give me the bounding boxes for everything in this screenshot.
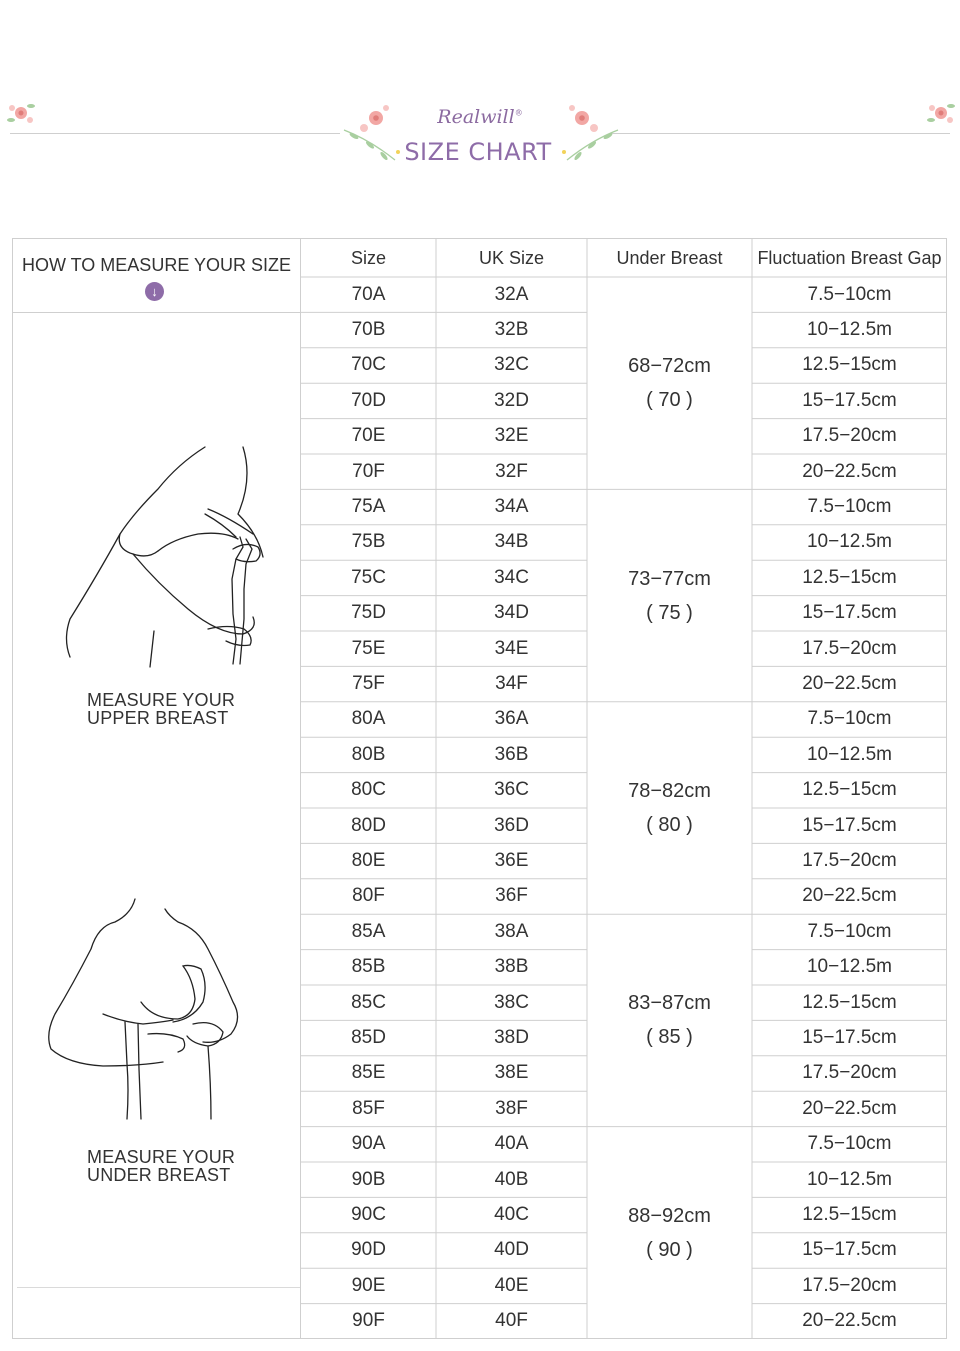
under-breast-band: ( 85 ) [646,1026,693,1049]
size-cell: 70E [351,425,386,447]
under-breast-range: 88−92cm [628,1204,711,1227]
size-cell: 90A [351,1133,386,1155]
uk-size-cell: 38F [495,1097,528,1119]
size-cell: 85A [351,920,386,942]
left-panel-divider [17,1287,300,1288]
header-divider-right [610,133,950,134]
under-breast-group-cell [587,277,752,489]
gap-cell: 20−22.5cm [802,460,897,482]
gap-cell: 20−22.5cm [802,1310,897,1332]
size-cell: 80E [351,850,386,872]
uk-size-cell: 34E [494,637,529,659]
size-table-grid [301,239,947,1339]
upper-breast-caption-line2: UPPER BREAST [87,708,229,728]
gap-cell: 10−12.5m [806,319,893,341]
size-cell: 85F [352,1097,385,1119]
size-cell: 80D [351,814,386,836]
uk-size-cell: 38A [494,920,529,942]
under-breast-range: 78−82cm [628,779,711,802]
size-cell: 80A [351,708,386,730]
column-header-fluctuation-breast-gap: Fluctuation Breast Gap [757,247,942,268]
gap-cell: 7.5−10cm [807,708,892,730]
gap-cell: 12.5−15cm [802,1204,897,1226]
size-cell: 70F [352,460,385,482]
size-cell: 75B [351,531,386,553]
header-divider-left [10,133,340,134]
size-chart-table [12,238,947,1339]
uk-size-cell: 32E [494,425,529,447]
brand-name: Realwill [437,106,515,128]
size-cell: 90E [351,1274,386,1296]
uk-size-cell: 40E [494,1274,529,1296]
uk-size-cell: 34C [494,566,529,588]
uk-size-cell: 34B [494,531,529,553]
size-cell: 75F [352,673,385,695]
gap-cell: 17.5−20cm [802,637,897,659]
how-to-measure-header [13,239,300,313]
gap-cell: 20−22.5cm [802,673,897,695]
under-breast-caption-line1: MEASURE YOUR [87,1147,236,1167]
gap-cell: 20−22.5cm [802,1097,897,1119]
uk-size-cell: 36C [494,779,529,801]
upper-breast-illustration [58,439,273,674]
upper-breast-caption-line1: MEASURE YOUR [87,690,236,710]
gap-cell: 10−12.5m [806,1168,893,1190]
brand-logo [0,106,960,128]
size-cell: 70A [351,283,386,305]
size-cell: 75D [351,602,386,624]
uk-size-cell: 32B [494,319,529,341]
uk-size-cell: 40A [494,1133,529,1155]
size-cell: 90C [351,1204,386,1226]
gap-cell: 17.5−20cm [802,1062,897,1084]
under-breast-band: ( 70 ) [646,389,693,412]
size-cell: 85D [351,1027,386,1049]
under-breast-group-cell [587,914,752,1126]
arrow-down-circle-icon: ↓ [145,282,164,301]
brand-mark: ® [514,108,523,118]
under-breast-group-cell [587,702,752,914]
uk-size-cell: 36E [494,850,529,872]
gap-cell: 15−17.5cm [802,602,897,624]
uk-size-cell: 38E [494,1062,529,1084]
size-cell: 90D [351,1239,386,1261]
under-breast-illustration [43,894,258,1124]
size-cell: 85E [351,1062,386,1084]
under-breast-band: ( 80 ) [646,813,693,836]
column-header-size: Size [350,247,386,268]
gap-cell: 12.5−15cm [802,991,897,1013]
gap-cell: 17.5−20cm [802,850,897,872]
size-cell: 70D [351,389,386,411]
uk-size-cell: 40C [494,1204,529,1226]
gap-cell: 17.5−20cm [802,425,897,447]
gap-cell: 12.5−15cm [802,566,897,588]
uk-size-cell: 32D [494,389,529,411]
gap-cell: 10−12.5m [806,743,893,765]
size-cell: 70B [351,319,386,341]
uk-size-cell: 40F [495,1310,528,1332]
uk-size-cell: 34D [494,602,529,624]
size-cell: 85C [351,991,386,1013]
gap-cell: 17.5−20cm [802,1274,897,1296]
how-to-measure-label: HOW TO MEASURE YOUR SIZE [21,255,292,275]
column-header-uk-size: UK Size [478,247,545,268]
under-breast-range: 68−72cm [628,355,711,378]
uk-size-cell: 38D [494,1027,529,1049]
column-header-under-breast: Under Breast [616,247,723,268]
size-cell: 75E [351,637,386,659]
under-breast-band: ( 90 ) [646,1238,693,1261]
uk-size-cell: 36F [495,885,528,907]
uk-size-cell: 40D [494,1239,529,1261]
page-title: SIZE CHART [404,138,552,166]
uk-size-cell: 34F [495,673,528,695]
uk-size-cell: 38B [494,956,529,978]
under-breast-range: 83−87cm [628,992,711,1015]
under-breast-group-cell [587,489,752,701]
gap-cell: 15−17.5cm [802,1239,897,1261]
gap-cell: 15−17.5cm [802,389,897,411]
under-breast-caption-line2: UNDER BREAST [87,1165,231,1185]
uk-size-cell: 36B [494,743,529,765]
uk-size-cell: 34A [494,496,529,518]
uk-size-cell: 36A [494,708,529,730]
gap-cell: 7.5−10cm [807,496,892,518]
gap-cell: 10−12.5m [806,531,893,553]
gap-cell: 15−17.5cm [802,1027,897,1049]
uk-size-cell: 36D [494,814,529,836]
size-cell: 90B [351,1168,386,1190]
under-breast-band: ( 75 ) [646,601,693,624]
uk-size-cell: 32A [494,283,529,305]
size-cell: 70C [351,354,386,376]
uk-size-cell: 40B [494,1168,529,1190]
size-cell: 75A [351,496,386,518]
gap-cell: 7.5−10cm [807,920,892,942]
size-cell: 80C [351,779,386,801]
uk-size-cell: 38C [494,991,529,1013]
under-breast-range: 73−77cm [628,567,711,590]
size-cell: 90F [352,1310,385,1332]
gap-cell: 7.5−10cm [807,1133,892,1155]
gap-cell: 20−22.5cm [802,885,897,907]
gap-cell: 7.5−10cm [807,283,892,305]
gap-cell: 15−17.5cm [802,814,897,836]
size-cell: 75C [351,566,386,588]
under-breast-group-cell [587,1127,752,1339]
uk-size-cell: 32F [495,460,528,482]
uk-size-cell: 32C [494,354,529,376]
gap-cell: 12.5−15cm [802,779,897,801]
gap-cell: 10−12.5m [806,956,893,978]
size-cell: 80F [352,885,385,907]
gap-cell: 12.5−15cm [802,354,897,376]
size-cell: 85B [351,956,386,978]
size-cell: 80B [351,743,386,765]
